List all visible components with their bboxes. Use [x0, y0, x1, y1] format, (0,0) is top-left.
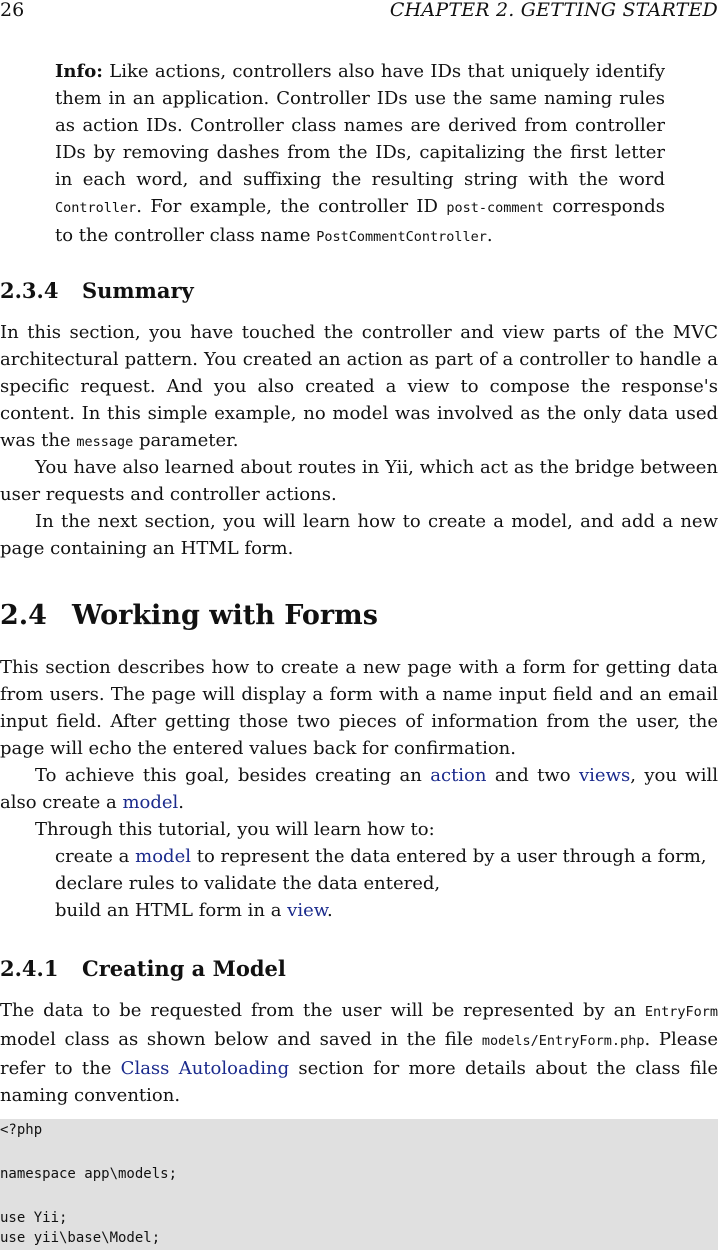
inline-code: PostCommentController — [316, 229, 487, 245]
code-line: use Yii; — [0, 1210, 68, 1226]
code-listing — [0, 1119, 718, 1250]
chapter-title: CHAPTER 2. GETTING STARTED — [389, 0, 718, 21]
code-line: use yii\base\Model; — [0, 1230, 161, 1246]
list-item: declare rules to validate the data entered, — [55, 873, 441, 894]
inline-code: models/EntryForm.php — [481, 1033, 645, 1049]
link-model[interactable]: model — [135, 846, 191, 867]
link-model[interactable]: model — [122, 792, 179, 813]
code-line: namespace app\models; — [0, 1166, 178, 1182]
link-action[interactable]: action — [430, 765, 487, 786]
list-item: create a model to represent the data entered by a user through a form, — [55, 846, 707, 867]
section-heading-forms: 2.4 Working with Forms — [0, 600, 378, 631]
info-label: Info: — [55, 61, 103, 82]
page-number: 26 — [0, 0, 25, 21]
code-line: <?php — [0, 1122, 43, 1138]
list-item: build an HTML form in a view. — [55, 900, 333, 921]
inline-code: message — [76, 434, 134, 450]
paragraph: This section describes how to create a new page with a form for getting data from users. The page will display a form with a name input field and an email input field. After getting those two pieces of information from the user, the page will echo the entered values back for confirmation. — [0, 657, 718, 759]
paragraph: In this section, you have touched the controller and view parts of the MVC architectural pattern. You created an action as part of a controller to handle a specific request. And you also created a view to compose the response's content. In this simple example, no model was involved as the only data used was the message parameter. — [0, 322, 718, 451]
section-heading-creating-model: 2.4.1 Creating a Model — [0, 956, 286, 981]
running-header — [0, 0, 718, 20]
paragraph: The data to be requested from the user will be represented by an EntryForm model class as shown below and saved in the file models/EntryForm.php. Please refer to the Class Autoloading section for more details about the class file naming convention. — [0, 1000, 718, 1106]
info-note: Info: Like actions, controllers also have IDs that uniquely identify them in an application. Controller IDs use the same naming rules as action IDs. Controller class names are derived from controller IDs by removing dashes from the IDs, capitalizing the first letter in each word, and suffixing the resulting string with the word Controller. For example, the controller ID post-comment corresponds to the controller class name PostCommentController. — [55, 61, 665, 246]
link-views[interactable]: views — [578, 765, 631, 786]
link-view[interactable]: view — [287, 900, 328, 921]
inline-code: EntryForm — [644, 1004, 718, 1020]
section-heading-summary: 2.3.4 Summary — [0, 278, 194, 303]
paragraph: In the next section, you will learn how to create a model, and add a new page containing an HTML form. — [0, 511, 718, 559]
inline-code: post-comment — [446, 200, 544, 216]
paragraph: To achieve this goal, besides creating an action and two views, you will also create a model. — [0, 765, 718, 813]
inline-code: Controller — [55, 200, 137, 216]
paragraph: Through this tutorial, you will learn how to: — [35, 819, 435, 840]
link-class-autoloading[interactable]: Class Autoloading — [120, 1058, 290, 1079]
paragraph: You have also learned about routes in Yii, which act as the bridge between user requests and controller actions. — [0, 457, 718, 505]
